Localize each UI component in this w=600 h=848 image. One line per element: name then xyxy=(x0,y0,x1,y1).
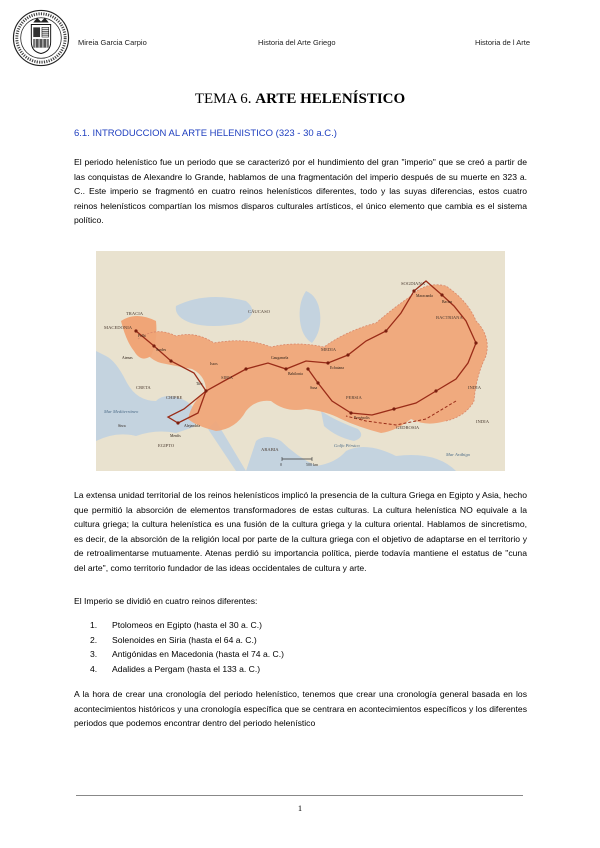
hellenistic-empire-map xyxy=(96,251,505,471)
map-label-media: MEDIA xyxy=(321,347,337,352)
section-heading: 6.1. INTRODUCCION AL ARTE HELENISTICO (323 - 30 a.C.) xyxy=(74,128,337,139)
list-item-text: Adalides a Pergam (hasta el 133 a. C.) xyxy=(112,663,261,674)
chronology-paragraph: A la hora de crear una cronología del periodo helenístico, tenemos que crear una cronología general basada en los acontecimientos históricos y una cronología específica que se centrara en acontecimientos específicos y los diferentes periodos que podemos encontrar dentro del periodo helenístico xyxy=(74,689,527,729)
map-label-creta: CRETA xyxy=(136,385,151,390)
map-city-ecbatana: Ecbatana xyxy=(330,366,344,370)
kingdoms-list xyxy=(90,618,284,676)
title-name: ARTE HELENÍSTICO xyxy=(255,91,406,107)
map-label-macedonia: MACEDONIA xyxy=(104,325,133,330)
map-label-sogdiana: SOGDIANA xyxy=(401,281,425,286)
map-label-india: INDIA xyxy=(468,385,482,390)
map-city-bactra: Bactra xyxy=(442,300,452,304)
list-item-number: 4. xyxy=(90,663,98,674)
list-item xyxy=(90,618,284,633)
map-label-india-lower: INDIA xyxy=(476,419,490,424)
map-city-issos: Issos xyxy=(210,362,218,366)
list-item xyxy=(90,662,284,677)
division-paragraph: El Imperio se dividió en cuatro reinos diferentes: xyxy=(74,596,258,606)
map-city-tiro: Tiro xyxy=(196,382,203,386)
map-label-golfo-persico: Golfo Pérsico xyxy=(334,443,360,448)
map-scale-unit: 500 km xyxy=(306,462,319,467)
map-scale-zero: 0 xyxy=(280,462,282,467)
page-title xyxy=(0,91,600,108)
map-city-susa: Susa xyxy=(310,386,318,390)
map-label-caucaso: CÁUCASO xyxy=(248,309,270,314)
map-label-arabigo: Mar Arábigo xyxy=(446,452,471,457)
map-label-persia: PERSIA xyxy=(346,395,362,400)
map-city-atenas: Atenas xyxy=(122,356,133,360)
map-label-tracia: TRACIA xyxy=(126,311,144,316)
map-label-arabia: ARABIA xyxy=(261,447,279,452)
list-item-number: 2. xyxy=(90,634,98,645)
map-label-mediterraneo: Mar Mediterráneo xyxy=(104,409,139,414)
list-item-text: Solenoides en Siria (hasta el 64 a. C.) xyxy=(112,634,257,645)
map-label-egipto: EGIPTO xyxy=(158,443,175,448)
map-city-persepolis: Persépolis xyxy=(354,416,370,420)
map-city-babilonia: Babilonia xyxy=(288,372,303,376)
intro-paragraph: El periodo helenístico fue un periodo que se caracterizó por el hundimiento del gran "imperio" que se creó a partir de las conquistas de Alexandre lo Grande, hablamos de una fragmentación del imperio después de su muerte en 323 a. C.. Este imperio se fragmentó en cuatro reinos helenísticos diferentes, todo y las suyas diferencias, estos cuatro reinos helenísticos compartían los mismos disparos culturales artísticos, el único elemento que cambia es el sistema político. xyxy=(74,157,527,226)
footer-divider xyxy=(76,795,523,796)
header-subject: Historia de l Arte xyxy=(474,38,530,47)
extent-paragraph: La extensa unidad territorial de los reinos helenísticos implicó la presencia de la cultura Griega en Egipto y Asia, hecho que permitió la absorción de elementos transformadores de estas culturas. La cultura helenística NO equivale a la cultura griega; la cultura helenística es una fusión de la cultura griega y la cultura oriental. Hablamos de sincretismo, es decir, de la absorción de la religión local por parte de la cultura griega con el objetivo de adaptarse en el territorio y de retroalimentarse mutuamente. Atenas perdió su importancia política, pierde todavía mantiene el estatus de "cuna del arte", como territorio fundador de las ideas occidentales de cultura y arte. xyxy=(74,490,527,573)
list-item-text: Antigónidas en Macedonia (hasta el 74 a. C.) xyxy=(112,649,284,659)
map-label-bactriana: BACTRIANA xyxy=(436,315,463,320)
map-city-pella: Pella xyxy=(138,334,146,338)
university-seal-icon xyxy=(12,9,70,67)
title-number: TEMA 6. xyxy=(194,91,252,107)
map-city-maracanda: Maracanda xyxy=(416,294,433,298)
list-item-number: 1. xyxy=(90,620,98,630)
map-city-alejandria: Alejandría xyxy=(184,424,201,428)
map-label-chipre: CHIPRE xyxy=(166,395,183,400)
map-city-siwa: Siwa xyxy=(118,424,126,428)
map-label-siria: SIRIA xyxy=(221,375,233,380)
map-label-gedrosia: GEDROSIA xyxy=(396,425,420,430)
list-item-number: 3. xyxy=(90,649,98,659)
list-item xyxy=(90,633,284,648)
header-author: Mireia Garcia Carpio xyxy=(78,38,147,47)
list-item-text: Ptolomeos en Egipto (hasta el 30 a. C.) xyxy=(112,620,262,630)
map-city-sardes: Sardes xyxy=(156,348,167,352)
map-city-gaugamela: Gaugamela xyxy=(271,356,289,360)
header-course: Historia del Arte Griego xyxy=(258,38,336,47)
list-item xyxy=(90,647,284,662)
page-number: 1 xyxy=(297,803,303,813)
map-city-menfis: Menfis xyxy=(170,434,181,438)
